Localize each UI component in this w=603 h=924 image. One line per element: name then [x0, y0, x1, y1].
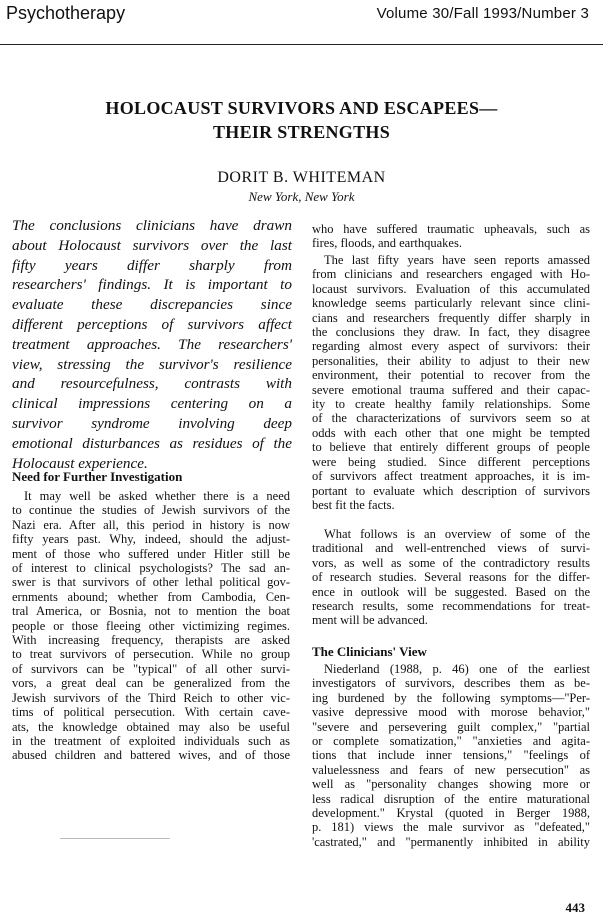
text-line: investigators of survivors, describes them as be- — [312, 676, 590, 691]
author-name: DORIT B. WHITEMAN — [217, 169, 386, 186]
text-line: different perceptions of survivors affect — [12, 315, 292, 333]
text-line: traditional and well-entrenched views of survi- — [312, 541, 590, 556]
text-line: and resourcefulness, contrasts with — [12, 375, 292, 393]
text-line: the conclusions they draw. In fact, they disagree — [312, 325, 590, 340]
section-heading-further-investigation: Need for Further Investigation — [12, 469, 183, 484]
text-line: knowledge seems particularly relevant since clini- — [312, 296, 590, 311]
text-line: survivor syndrome involving deep — [12, 414, 292, 432]
text-line: It may well be asked whether there is a need — [24, 489, 290, 503]
text-line: about Holocaust survivors over the last — [12, 236, 292, 254]
text-line: 'castrated," and "permanently inhibited in ability — [312, 834, 590, 849]
article-title — [0, 96, 603, 144]
section-clinicians-view-body — [312, 662, 590, 849]
text-line: researchers' findings. It is important to — [12, 276, 292, 294]
text-line: Niederland (1988, p. 46) one of the earliest — [324, 662, 590, 676]
title-line-1: HOLOCAUST SURVIVORS AND ESCAPEES— — [105, 98, 498, 118]
text-line: "severe and persevering guilt complex," "partial — [312, 719, 590, 734]
text-line: to treat survivors of persecution. While no group — [12, 647, 290, 662]
page-number: 443 — [565, 900, 585, 915]
section-heading-clinicians-view: The Clinicians' View — [312, 644, 427, 659]
text-line: locaust survivors. Evaluation of this accumulated — [312, 281, 590, 296]
text-line: ats, the knowledge obtained may also be useful — [12, 719, 290, 734]
text-line: ernments abound; whether from Cambodia, Cen- — [12, 589, 290, 604]
issue-info: Volume 30/Fall 1993/Number 3 — [376, 5, 589, 22]
right-column-continuation — [312, 222, 590, 251]
journal-name: Psychotherapy — [6, 3, 126, 23]
text-line: of research studies. Several reasons for the differ- — [312, 570, 590, 585]
text-line: of the characterizations of survivors seem so at — [312, 411, 590, 426]
footnote-rule — [60, 838, 170, 839]
text-line: abused children and battered wives, and of those — [12, 748, 290, 763]
text-line: Jewish survivors of the Third Reich to other vic- — [12, 690, 290, 705]
text-line: were being studied. Since different perceptions — [312, 454, 590, 469]
paragraph-last-fifty-years — [312, 253, 590, 512]
text-line: in the treatment of exploited individuals such as — [12, 733, 290, 748]
text-line: clinical impressions centering on a — [12, 395, 292, 413]
text-line: of survivors can be "typical" of all other survi- — [12, 661, 290, 676]
text-line: valuelessness and fears of new persecution" as — [312, 762, 590, 777]
author-affiliation: New York, New York — [248, 189, 355, 204]
text-line: to continue the studies of Jewish survivors of the — [12, 503, 290, 518]
text-line: Holocaust experience. — [12, 454, 148, 472]
text-line: tims of political persecution. With certain cave- — [12, 705, 290, 720]
text-line: who have suffered traumatic upheavals, such as — [312, 222, 590, 236]
text-line: research results, some recommendations for treat- — [312, 599, 590, 614]
header-rule — [0, 44, 603, 45]
text-line: vors, a great deal can be generalized from the — [12, 676, 290, 691]
text-line: well as "personality changes showing more or — [312, 777, 590, 792]
paragraph-what-follows — [312, 527, 590, 628]
text-line: odds with each other that one might be tempted — [312, 425, 590, 440]
text-line: tral America, or Bosnia, not to mention the boat — [12, 604, 290, 619]
text-line: fifty years differ sharply from — [12, 256, 292, 274]
text-line: fires, floods, and earthquakes. — [312, 236, 462, 251]
text-line: ence in outlook will be suggested. Based on the — [312, 584, 590, 599]
section-further-investigation-body — [12, 489, 290, 763]
text-line: ity to create healthy family relationships. Some — [312, 397, 590, 412]
text-line: ment of those who suffered under Hitler still be — [12, 546, 290, 561]
text-line: emotional disturbances as residues of the — [12, 434, 292, 452]
text-line: best fit the facts. — [312, 497, 395, 512]
text-line: swer is that survivors of other lethal political gov- — [12, 575, 290, 590]
text-line: people or those fleeing other victimizing regimes. — [12, 618, 290, 633]
text-line: Nazi era. After all, this period in history is now — [12, 517, 290, 532]
text-line: environment, their potential to recover from the — [312, 368, 590, 383]
text-line: portant to evaluate which description of survivors — [312, 483, 590, 498]
text-line: What follows is an overview of some of the — [324, 527, 590, 541]
text-line: With increasing frequency, therapists are asked — [12, 633, 290, 648]
text-line: from clinicians and researchers engaged with Ho- — [312, 267, 590, 282]
text-line: tions that include inner tensions," "feelings of — [312, 748, 590, 763]
text-line: less radical disruption of the entire maturational — [312, 791, 590, 806]
text-line: The last fifty years have seen reports amassed — [324, 253, 590, 267]
text-line: evaluate these discrepancies since — [12, 296, 292, 314]
text-line: cians and researchers frequently differ sharply in — [312, 310, 590, 325]
text-line: vasive depressive mood with morose behavior," — [312, 705, 590, 720]
text-line: development." Krystal (quoted in Berger 1988, — [312, 806, 590, 821]
text-line: p. 181) views the male survivor as "defeated," — [312, 820, 590, 835]
text-line: vors, as well as some of the contradictory results — [312, 555, 590, 570]
text-line: personalities, their ability to adjust to their new — [312, 353, 590, 368]
text-line: ing burdened by the following symptoms—"Per- — [312, 690, 590, 705]
text-line: to believe that entirely different groups of people — [312, 440, 590, 455]
text-line: ment will be advanced. — [312, 613, 428, 628]
text-line: of interest to clinical psychologists? The sad an- — [12, 561, 290, 576]
text-line: severe emotional trauma suffered and their capac- — [312, 382, 590, 397]
text-line: The conclusions clinicians have drawn — [12, 217, 292, 234]
text-line: regarding almost every aspect of survivors: their — [312, 339, 590, 354]
title-line-2: THEIR STRENGTHS — [212, 122, 391, 142]
text-line: or complete somatization," "anxieties and agita- — [312, 734, 590, 749]
text-line: treatment approaches. The researchers' — [12, 335, 292, 353]
abstract — [12, 216, 292, 473]
text-line: of survivors affect treatment approaches, it is im- — [312, 469, 590, 484]
text-line: view, stressing the survivor's resilience — [12, 355, 292, 373]
text-line: fifty years past. Why, indeed, should the adjust- — [12, 532, 290, 547]
